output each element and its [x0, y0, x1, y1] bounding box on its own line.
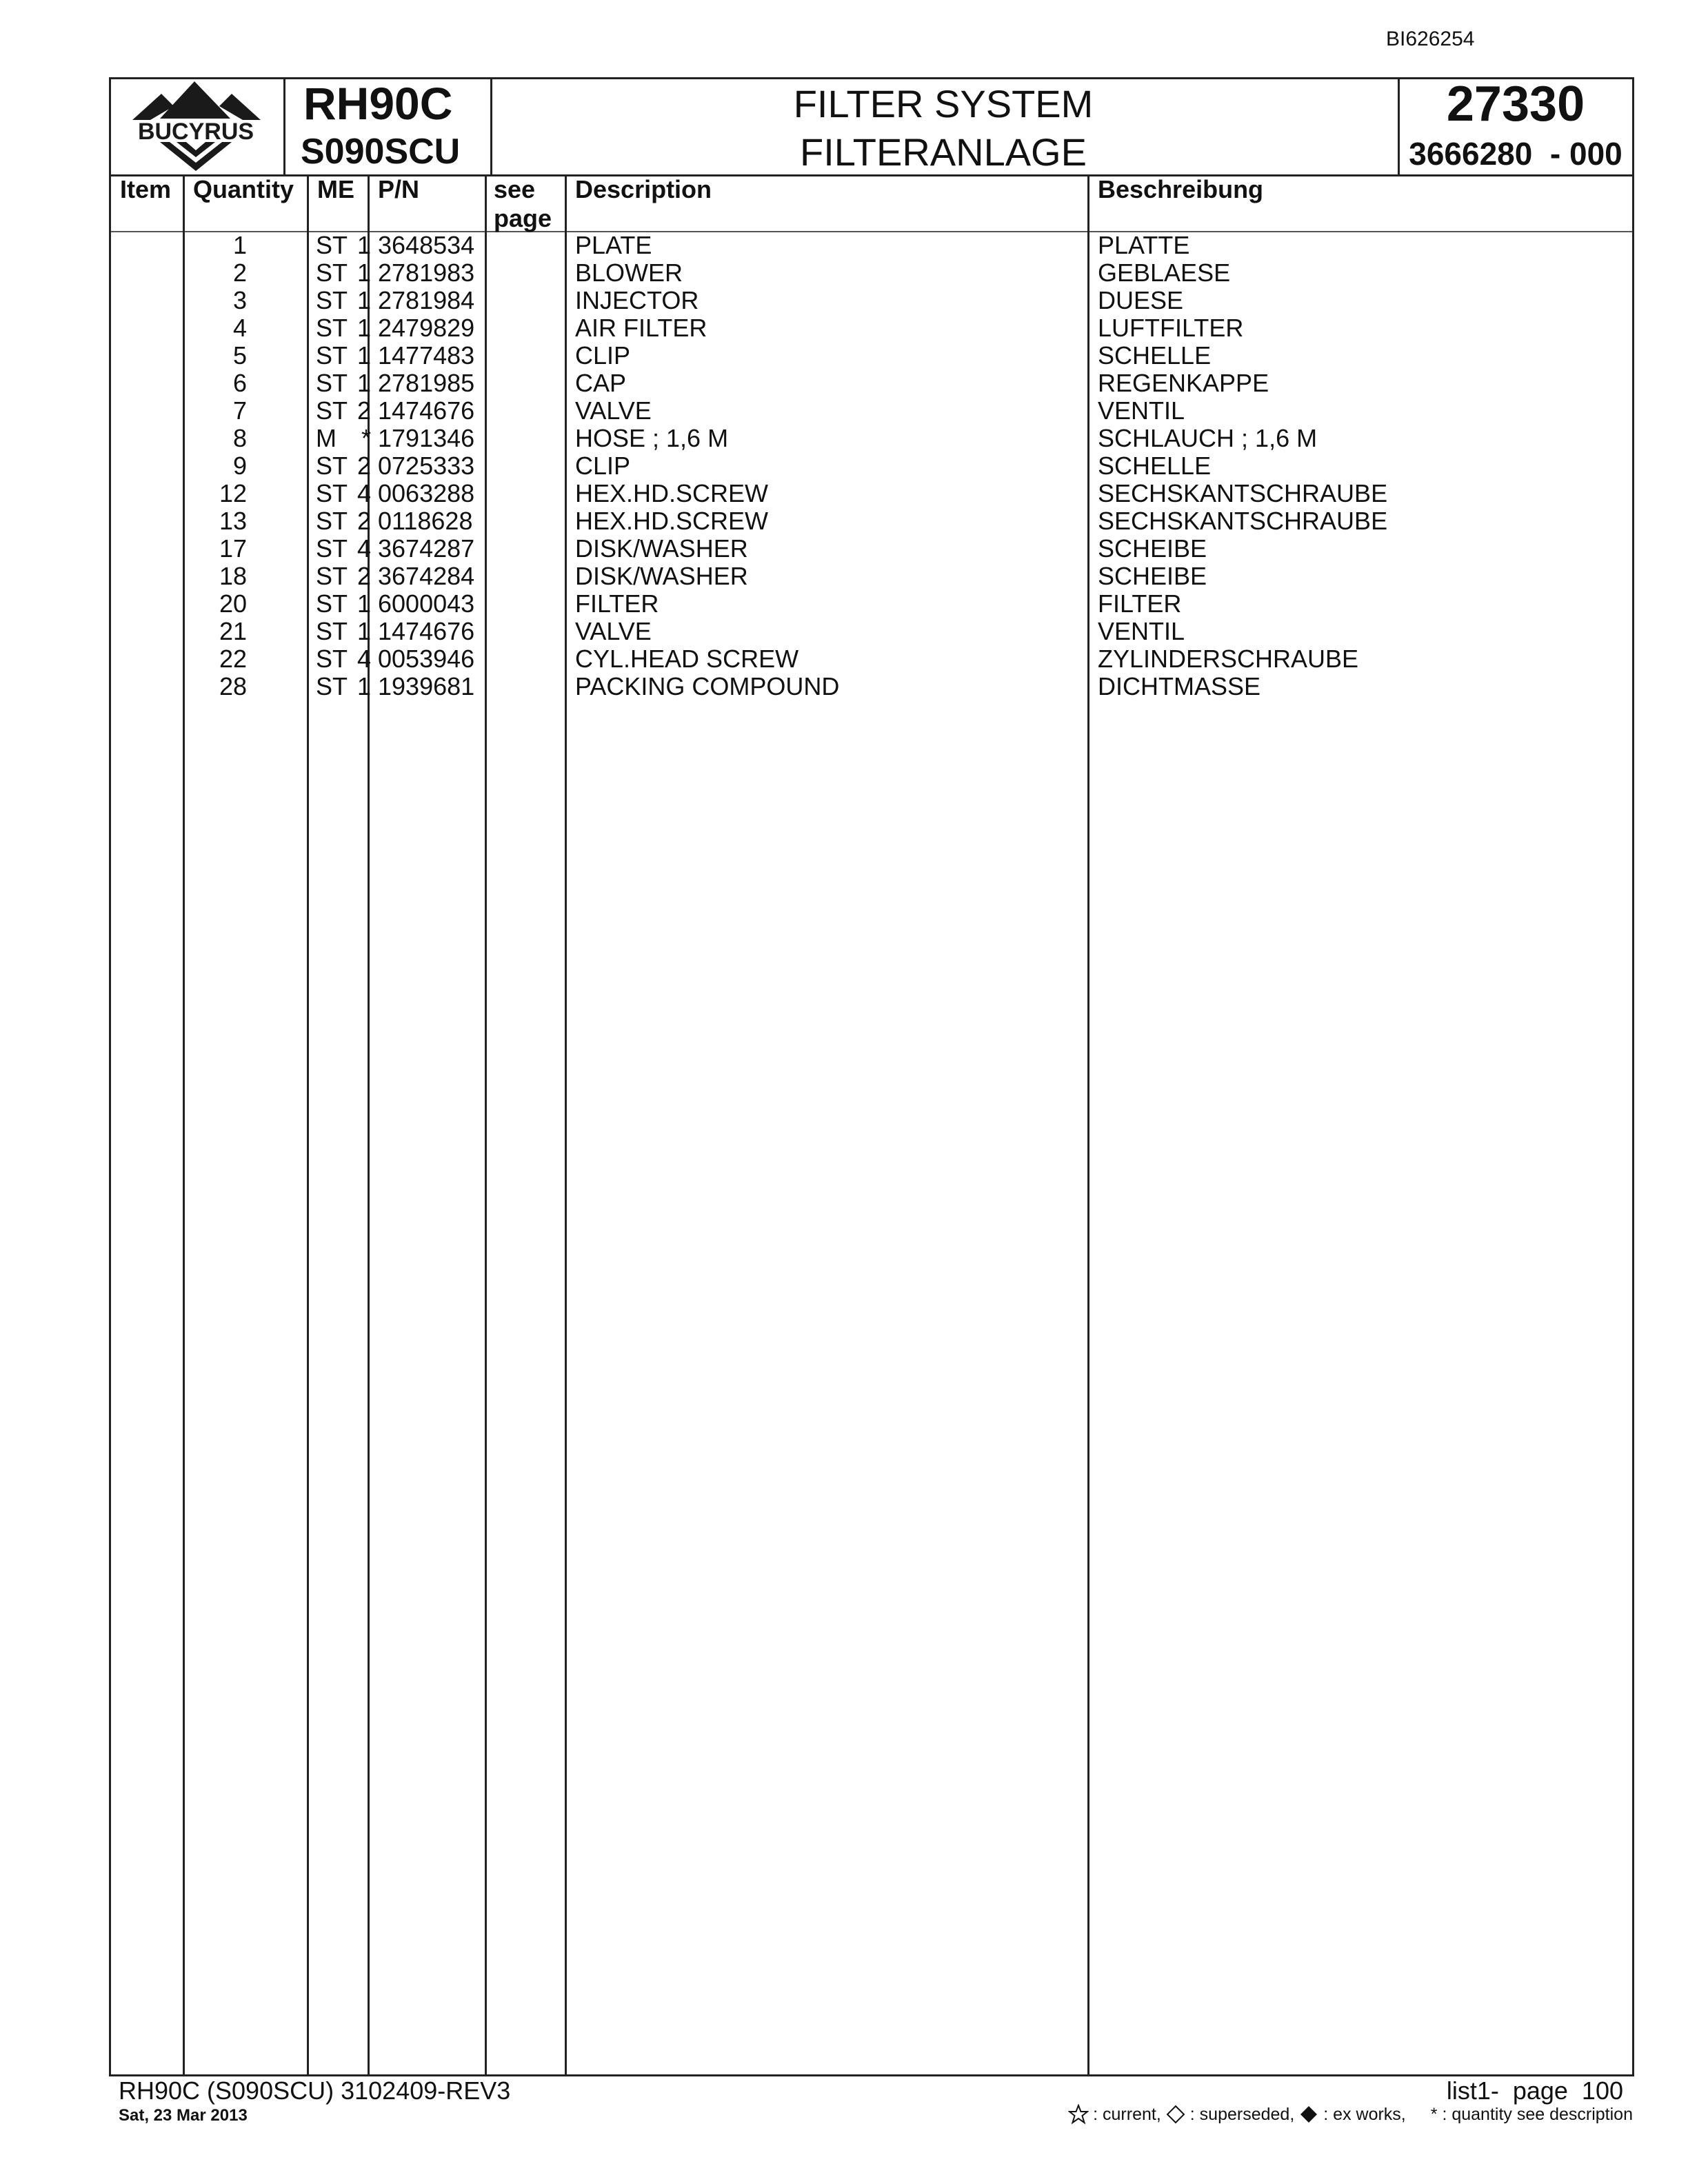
cell-quantity: 2	[356, 452, 371, 480]
cell-item: 6	[232, 369, 247, 397]
cell-item: 3	[232, 286, 247, 314]
cell-me: ST	[316, 562, 348, 590]
cell-part-number: 2781985	[378, 369, 475, 397]
cell-me: ST	[316, 534, 348, 563]
cell-part-number: 0063288	[378, 479, 475, 507]
cell-item: 12	[219, 479, 247, 507]
cell-item: 22	[219, 645, 247, 673]
column-header-quantity: Quantity	[193, 175, 294, 203]
table-row	[109, 425, 1634, 452]
star-outline-icon	[1068, 2104, 1089, 2125]
diamond-filled-icon	[1298, 2104, 1319, 2125]
table-row	[109, 232, 1634, 259]
cell-part-number: 3674287	[378, 534, 475, 563]
cell-description: FILTER	[575, 589, 659, 618]
cell-me: ST	[316, 231, 348, 259]
cell-description: PLATE	[575, 231, 652, 259]
legend-current: : current,	[1093, 2104, 1161, 2124]
table-row	[109, 397, 1634, 425]
cell-beschreibung: VENTIL	[1098, 396, 1185, 425]
title-english: FILTER SYSTEM	[793, 82, 1094, 125]
cell-beschreibung: FILTER	[1098, 589, 1182, 618]
model-code: S090SCU	[301, 132, 461, 172]
table-row	[109, 452, 1634, 480]
cell-quantity: 1	[356, 259, 371, 287]
cell-item: 20	[219, 589, 247, 618]
cell-description: CYL.HEAD SCREW	[575, 645, 799, 673]
column-header-see-page	[494, 175, 552, 233]
cell-beschreibung: VENTIL	[1098, 617, 1185, 645]
cell-me: ST	[316, 645, 348, 673]
cell-beschreibung: SCHELLE	[1098, 341, 1212, 370]
table-row	[109, 287, 1634, 314]
cell-beschreibung: SECHSKANTSCHRAUBE	[1098, 479, 1388, 507]
cell-description: PACKING COMPOUND	[575, 672, 840, 700]
cell-me: ST	[316, 286, 348, 314]
cell-me: ST	[316, 589, 348, 618]
cell-part-number: 0053946	[378, 645, 475, 673]
cell-description: HOSE ; 1,6 M	[575, 424, 729, 452]
legend-superseded: : superseded,	[1189, 2104, 1295, 2124]
column-header-description: Description	[575, 175, 712, 203]
cell-quantity: 2	[356, 396, 371, 425]
cell-description: VALVE	[575, 396, 652, 425]
cell-part-number: 2781984	[378, 286, 475, 314]
title-german: FILTERANLAGE	[800, 130, 1087, 174]
cell-description: INJECTOR	[575, 286, 699, 314]
cell-me: ST	[316, 452, 348, 480]
cell-me: ST	[316, 314, 348, 342]
cell-description: HEX.HD.SCREW	[575, 479, 769, 507]
cell-me: ST	[316, 341, 348, 370]
cell-beschreibung: SCHLAUCH ; 1,6 M	[1098, 424, 1318, 452]
cell-item: 2	[232, 259, 247, 287]
footer-page-number: list1- page 100	[1446, 2076, 1623, 2105]
cell-beschreibung: SECHSKANTSCHRAUBE	[1098, 507, 1388, 535]
cell-description: CAP	[575, 369, 627, 397]
table-row	[109, 314, 1634, 342]
machine-model: RH90C	[303, 78, 453, 129]
table-row	[109, 535, 1634, 563]
cell-part-number: 0118628	[378, 507, 473, 535]
cell-part-number: 1477483	[378, 341, 475, 370]
cell-quantity: 2	[356, 507, 371, 535]
cell-part-number: 2781983	[378, 259, 475, 287]
column-header-page: page	[494, 204, 552, 232]
cell-me: M	[316, 424, 336, 452]
cell-me: ST	[316, 396, 348, 425]
cell-me: ST	[316, 259, 348, 287]
cell-description: VALVE	[575, 617, 652, 645]
table-row	[109, 618, 1634, 645]
cell-description: BLOWER	[575, 259, 683, 287]
table-row	[109, 259, 1634, 287]
cell-description: HEX.HD.SCREW	[575, 507, 769, 535]
cell-description: DISK/WASHER	[575, 562, 748, 590]
header-divider	[283, 79, 285, 176]
symbol-legend	[1068, 2104, 1633, 2125]
cell-me: ST	[316, 617, 348, 645]
cell-me: ST	[316, 672, 348, 700]
column-header-item: Item	[120, 175, 172, 203]
group-number: 27330	[1446, 77, 1585, 132]
cell-item: 21	[219, 617, 247, 645]
legend-quantity-note: * : quantity see description	[1430, 2104, 1633, 2124]
cell-beschreibung: SCHELLE	[1098, 452, 1212, 480]
cell-me: ST	[316, 479, 348, 507]
table-row	[109, 673, 1634, 700]
table-row	[109, 342, 1634, 370]
cell-quantity: 4	[356, 479, 371, 507]
cell-quantity: 1	[356, 369, 371, 397]
cell-beschreibung: DUESE	[1098, 286, 1184, 314]
cell-item: 8	[232, 424, 247, 452]
cell-me: ST	[316, 507, 348, 535]
cell-item: 9	[232, 452, 247, 480]
cell-quantity: 1	[356, 672, 371, 700]
cell-quantity: 1	[356, 617, 371, 645]
column-header-beschreibung: Beschreibung	[1098, 175, 1264, 203]
cell-item: 28	[219, 672, 247, 700]
cell-part-number: 0725333	[378, 452, 475, 480]
cell-beschreibung: REGENKAPPE	[1098, 369, 1269, 397]
cell-item: 18	[219, 562, 247, 590]
logo-wordmark: BUCYRUS	[137, 119, 254, 145]
cell-item: 7	[232, 396, 247, 425]
diamond-outline-icon	[1165, 2104, 1186, 2125]
cell-part-number: 1474676	[378, 396, 475, 425]
footer-document-reference: RH90C (S090SCU) 3102409-REV3	[119, 2076, 511, 2105]
cell-item: 1	[232, 231, 247, 259]
cell-beschreibung: GEBLAESE	[1098, 259, 1231, 287]
cell-item: 13	[219, 507, 247, 535]
cell-part-number: 2479829	[378, 314, 475, 342]
document-id: BI626254	[1386, 28, 1475, 50]
table-row	[109, 507, 1634, 535]
cell-quantity: 4	[356, 534, 371, 563]
column-header-see: see	[494, 175, 536, 203]
bucyrus-logo	[119, 79, 273, 172]
column-header-pn: P/N	[378, 175, 420, 203]
column-header-me: ME	[317, 175, 354, 203]
table-row	[109, 563, 1634, 590]
table-row	[109, 370, 1634, 397]
cell-item: 17	[219, 534, 247, 563]
legend-ex-works: : ex works,	[1323, 2104, 1406, 2124]
cell-item: 4	[232, 314, 247, 342]
cell-beschreibung: SCHEIBE	[1098, 534, 1207, 563]
cell-item: 5	[232, 341, 247, 370]
cell-quantity: 2	[356, 562, 371, 590]
table-row	[109, 590, 1634, 618]
cell-quantity: 1	[356, 286, 371, 314]
cell-part-number: 3648534	[378, 231, 475, 259]
cell-beschreibung: DICHTMASSE	[1098, 672, 1261, 700]
cell-part-number: 1939681	[378, 672, 475, 700]
cell-quantity: 1	[356, 341, 371, 370]
cell-description: AIR FILTER	[575, 314, 707, 342]
cell-quantity: 1	[356, 314, 371, 342]
cell-part-number: 3674284	[378, 562, 475, 590]
cell-quantity: 1	[356, 589, 371, 618]
cell-part-number: 6000043	[378, 589, 475, 618]
table-row	[109, 645, 1634, 673]
cell-me: ST	[316, 369, 348, 397]
cell-beschreibung: ZYLINDERSCHRAUBE	[1098, 645, 1359, 673]
cell-description: CLIP	[575, 452, 631, 480]
document-number: 3666280 - 000	[1409, 136, 1622, 172]
cell-beschreibung: SCHEIBE	[1098, 562, 1207, 590]
cell-part-number: 1474676	[378, 617, 475, 645]
cell-quantity: *	[361, 424, 371, 452]
cell-beschreibung: LUFTFILTER	[1098, 314, 1244, 342]
cell-description: CLIP	[575, 341, 631, 370]
table-row	[109, 480, 1634, 507]
cell-quantity: 1	[356, 231, 371, 259]
footer-date: Sat, 23 Mar 2013	[119, 2106, 248, 2125]
cell-quantity: 4	[356, 645, 371, 673]
cell-description: DISK/WASHER	[575, 534, 748, 563]
cell-part-number: 1791346	[378, 424, 475, 452]
cell-beschreibung: PLATTE	[1098, 231, 1190, 259]
